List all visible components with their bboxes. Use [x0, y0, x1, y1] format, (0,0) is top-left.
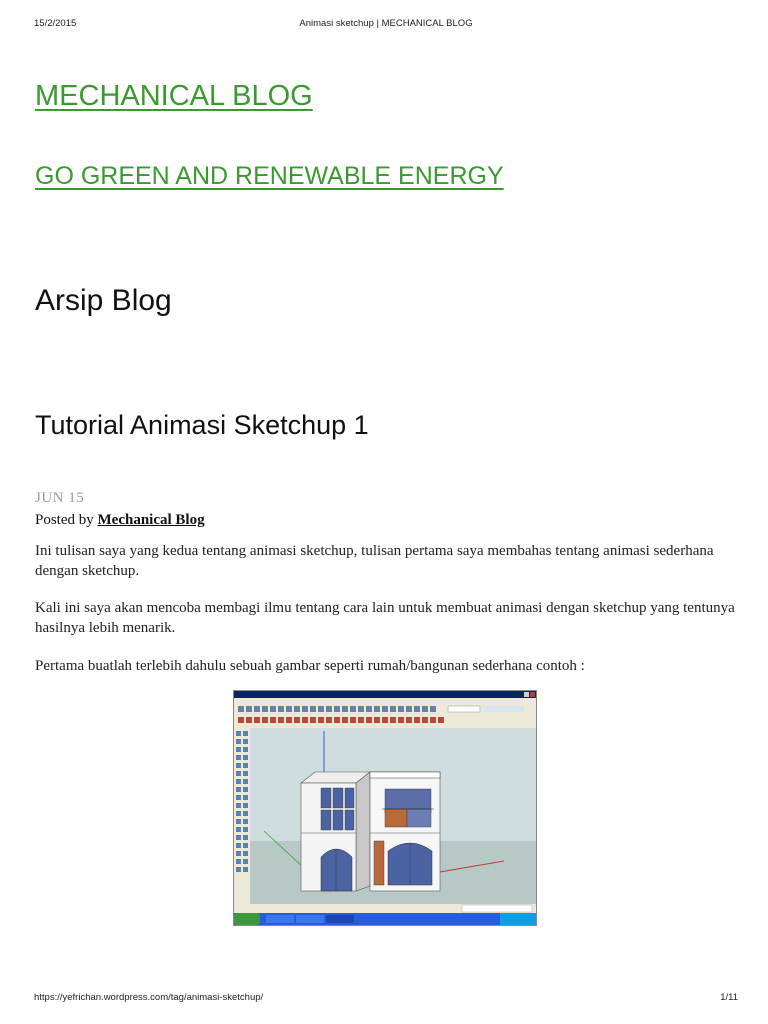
pdf-header: [34, 18, 738, 32]
post-date: JUN 15: [35, 490, 85, 506]
pdf-footer: [34, 992, 738, 1006]
post-paragraph-1: Ini tulisan saya yang kedua tentang animasi sketchup, tulisan pertama saya membahas tentang animasi sederhana dengan sketchup.: [35, 543, 714, 579]
posted-by: [35, 512, 205, 529]
posted-by-label: Posted by: [35, 512, 98, 528]
author-link[interactable]: Mechanical Blog: [97, 512, 205, 528]
post-title: Tutorial Animasi Sketchup 1: [35, 410, 369, 440]
archive-title: Arsip Blog: [35, 284, 172, 317]
site-title-link[interactable]: MECHANICAL BLOG: [35, 80, 313, 112]
print-page-number: 1/11: [720, 992, 738, 1003]
site-tagline-link[interactable]: GO GREEN AND RENEWABLE ENERGY: [35, 162, 504, 190]
post-paragraph-2: Kali ini saya akan mencoba membagi ilmu tentang cara lain untuk membuat animasi dengan sketchup yang tentunya hasilnya lebih menarik.: [35, 600, 735, 636]
post-paragraph-3: Pertama buatlah terlebih dahulu sebuah gambar seperti rumah/bangunan sederhana contoh :: [35, 658, 585, 674]
print-date: 15/2/2015: [34, 18, 77, 29]
print-url: https://yefrichan.wordpress.com/tag/animasi-sketchup/: [34, 992, 264, 1003]
sketchup-screenshot-image: [233, 690, 537, 926]
print-page-title: Animasi sketchup | MECHANICAL BLOG: [299, 18, 473, 29]
